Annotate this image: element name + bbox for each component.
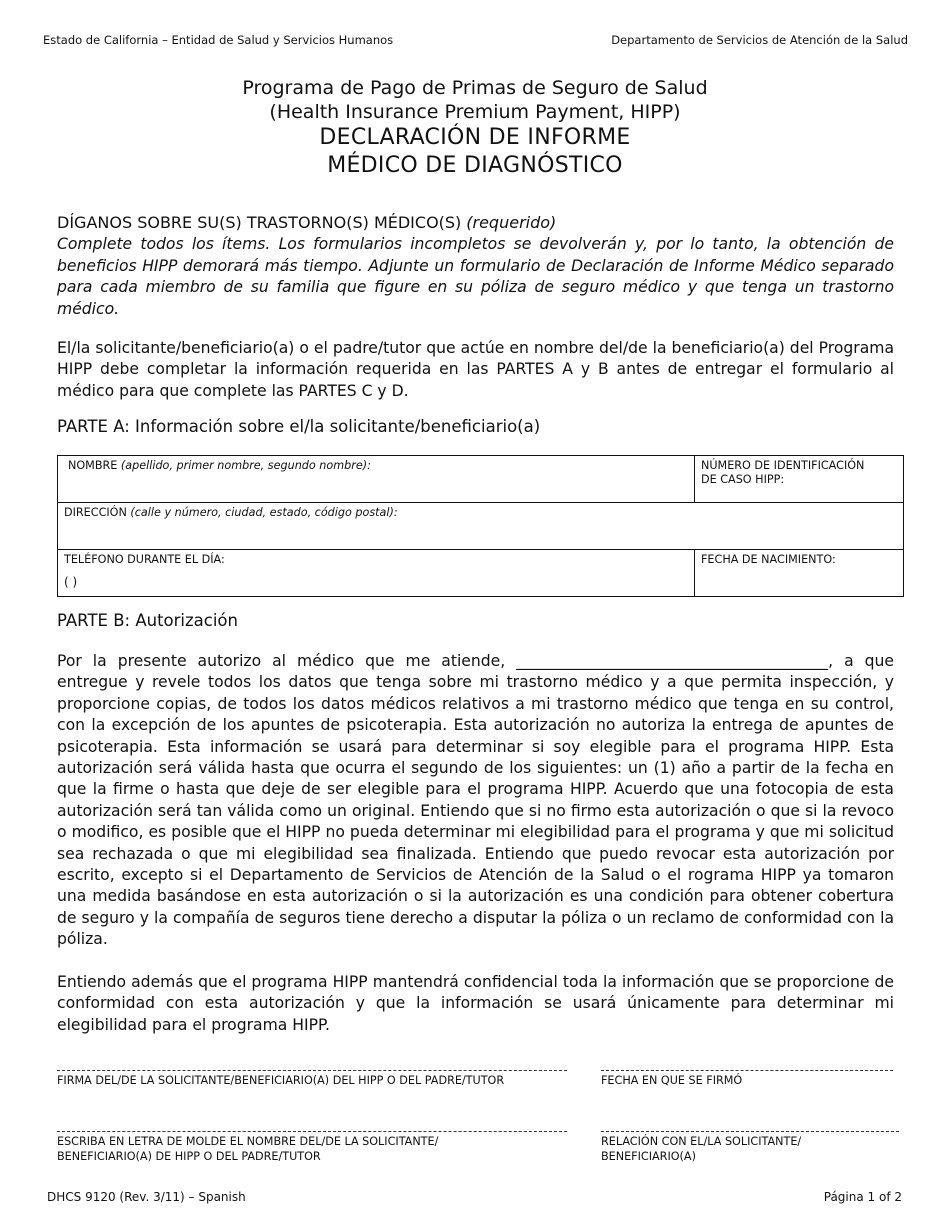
address-field[interactable] (58, 503, 904, 550)
address-hint: (calle y número, ciudad, estado, código postal): (130, 506, 398, 519)
title-line-1: Programa de Pago de Primas de Seguro de Salud (242, 77, 708, 99)
relationship-line[interactable] (601, 1131, 899, 1132)
phone-label: TELÉFONO DURANTE EL DÍA: (64, 553, 225, 566)
date-signed-label: FECHA EN QUE SE FIRMÓ (601, 1074, 743, 1087)
birthdate-label: FECHA DE NACIMIENTO: (701, 553, 836, 566)
printed-name-line[interactable] (57, 1131, 567, 1132)
relationship-label-2: BENEFICIARIO(A) (601, 1150, 696, 1163)
form-id: DHCS 9120 (Rev. 3/11) – Spanish (47, 1190, 246, 1204)
part-a-table (57, 455, 904, 597)
phone-field[interactable] (58, 550, 695, 597)
title-line-2: (Health Insurance Premium Payment, HIPP) (269, 101, 681, 123)
part-a-heading: PARTE A: Información sobre el/la solicitante/beneficiario(a) (57, 417, 541, 436)
title-line-3: DECLARACIÓN DE INFORME (319, 125, 631, 150)
name-field[interactable] (58, 456, 695, 503)
intro-paragraph: El/la solicitante/beneficiario(a) o el padre/tutor que actúe en nombre del/de la beneficiario(a) del Programa HIPP debe completar la información requerida en las PARTES A y B antes de entregar el formulario al médico para que complete las PARTES C y D. (57, 339, 894, 400)
printed-name-label-1: ESCRIBA EN LETRA DE MOLDE EL NOMBRE DEL/DE LA SOLICITANTE/ (57, 1135, 439, 1148)
phone-area-code: ( ) (64, 575, 78, 589)
authorization-paragraph: Por la presente autorizo al médico que me atiende, ________________________________________, a que entregue y revele todos los datos que tenga sobre mi trastorno médico y a que permita inspección, y proporcione copias, de todos los datos médicos relativos a mi trastorno médico que tenga en su control, con la excepción de los apuntes de psicoterapia. Esta autorización no autoriza la entrega de apuntes de psicoterapia. Esta información se usará para determinar si soy elegible para el programa HIPP. Esta autorización será válida hasta que ocurra el segundo de los siguientes: un (1) año a partir de la fecha en que la firme o hasta que deje de ser elegible para el programa HIPP. Acuerdo que una fotocopia de esta autorización será tan válida como un original. Entiendo que si no firmo esta autorización o que si la revoco o modifico, es posible que el HIPP no pueda determinar mi elegibilidad para el programa y que mi solicitud sea rechazada o que mi elegibilidad sea finalizada. Entiendo que puedo revocar esta autorización por escrito, excepto si el Departamento de Servicios de Atención de la Salud o el rograma HIPP ya tomaron una medida basándose en esta autorización o si la autorización es una condición para obtener cobertura de seguro y la compañía de seguros tiene derecho a disputar la póliza o un reclamo de conformidad con la póliza. (57, 652, 894, 949)
instructions: Complete todos los ítems. Los formularios incompletos se devolverán y, por lo tanto, la obtención de beneficios HIPP demorará más tiempo. Adjunte un formulario de Declaración de Informe Médico separado para cada miembro de su familia que figure en su póliza de seguro médico y que tenga un trastorno médico. (57, 235, 894, 318)
name-hint: (apellido, primer nombre, segundo nombre): (120, 459, 371, 472)
intro-heading: DÍGANOS SOBRE SU(S) TRASTORNO(S) MÉDICO(S) (57, 213, 462, 232)
address-label: DIRECCIÓN (64, 506, 127, 519)
header-agency: Estado de California – Entidad de Salud y Servicios Humanos (43, 33, 394, 47)
case-number-label-1: NÚMERO DE IDENTIFICACIÓN (701, 459, 865, 472)
relationship-label (601, 1134, 801, 1164)
signature-line[interactable] (57, 1070, 567, 1071)
part-b-heading: PARTE B: Autorización (57, 611, 238, 630)
name-label: NOMBRE (68, 459, 118, 472)
case-number-label-2: DE CASO HIPP: (701, 473, 785, 486)
printed-name-label-2: BENEFICIARIO(A) DE HIPP O DEL PADRE/TUTOR (57, 1150, 321, 1163)
header-department: Departamento de Servicios de Atención de la Salud (611, 33, 908, 47)
birthdate-field[interactable] (695, 550, 904, 597)
signature-label: FIRMA DEL/DE LA SOLICITANTE/BENEFICIARIO(A) DEL HIPP O DEL PADRE/TUTOR (57, 1074, 505, 1087)
confidentiality-paragraph: Entiendo además que el programa HIPP mantendrá confidencial toda la información que se proporcione de conformidad con esta autorización y que la información se usará únicamente para determinar mi elegibilidad para el programa HIPP. (57, 973, 894, 1034)
required-note: (requerido) (466, 213, 557, 232)
form-title (0, 76, 950, 180)
title-line-4: MÉDICO DE DIAGNÓSTICO (327, 153, 623, 178)
printed-name-label (57, 1134, 438, 1164)
date-signed-line[interactable] (601, 1070, 893, 1071)
relationship-label-1: RELACIÓN CON EL/LA SOLICITANTE/ (601, 1135, 802, 1148)
page-number: Página 1 of 2 (823, 1190, 902, 1204)
intro-section (57, 212, 894, 320)
case-number-field[interactable] (695, 456, 904, 503)
